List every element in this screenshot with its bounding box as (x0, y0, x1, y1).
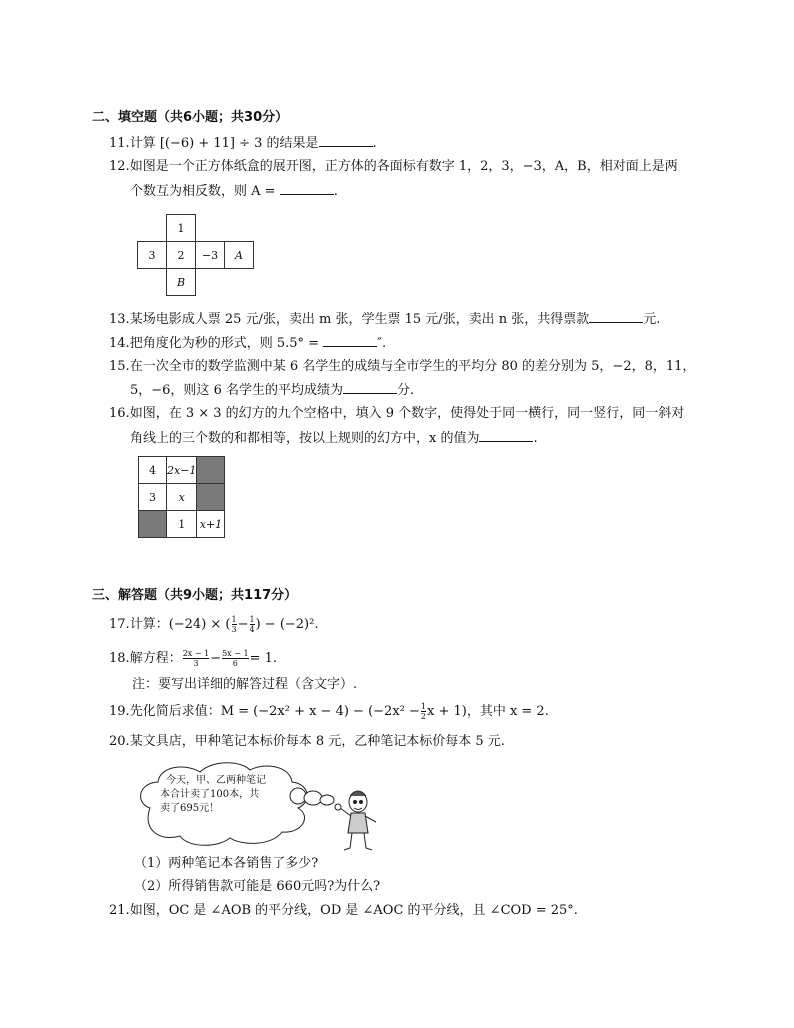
expression-suffix: x + 1)，其中 x = 2. (426, 704, 549, 719)
magic-cell-r2c2: x (167, 484, 197, 511)
question-number: 15. (109, 359, 130, 374)
expression-suffix: = 1. (249, 651, 278, 666)
question-number: 21. (109, 903, 130, 918)
cloud-text-line2: 本合计卖了100本，共 (160, 789, 260, 800)
cube-face-left: 3 (138, 242, 167, 269)
fraction-numerator: 1 (420, 702, 426, 711)
fraction-2 (250, 615, 255, 634)
question-number: 17. (109, 617, 130, 632)
question-number: 16. (109, 406, 130, 421)
answer-blank (343, 381, 397, 394)
cloud-text-line1: 今天，甲、乙两种笔记 (166, 775, 266, 786)
cube-face-right1: −3 (196, 242, 225, 269)
answer-blank (319, 134, 373, 147)
question-18-note: 注：要写出详细的解答过程（含文字）. (132, 677, 358, 692)
question-12 (109, 158, 678, 175)
fraction-denominator: 3 (193, 659, 199, 668)
question-21 (109, 902, 578, 919)
question-18 (109, 649, 277, 668)
question-number: 11. (109, 136, 130, 151)
punctuation: . (533, 431, 538, 446)
question-text: 计算 [(−6) + 11] ÷ 3 的结果是 (129, 136, 319, 151)
magic-square-figure (138, 456, 225, 538)
question-14 (109, 334, 386, 352)
question-number: 20. (109, 734, 130, 749)
question-number: 14. (109, 336, 130, 351)
fraction-denominator: 3 (231, 625, 237, 634)
expression-prefix: 先化简后求值：M = (−2x² + x − 4) − (−2x² − (129, 704, 420, 719)
cartoon-person-icon (335, 791, 376, 850)
magic-cell-r3c1-shaded (139, 511, 167, 538)
fraction-1 (232, 615, 237, 634)
section-3-title: 三、解答题（共9小题；共117分） (92, 588, 298, 603)
question-20-sub2: （2）所得销售款可能是 660元吗?为什么? (134, 879, 381, 894)
expression-suffix: ) − (−2)². (255, 617, 319, 632)
cloud-text-line3: 卖了695元！ (160, 803, 220, 814)
question-number: 13. (109, 312, 130, 327)
section-2-title: 二、填空题（共6小题；共30分） (92, 110, 289, 125)
cube-face-right2: A (225, 242, 254, 269)
expression-prefix: 解方程： (129, 651, 182, 666)
question-text-line2: 个数互为相反数，则 A = (130, 184, 276, 199)
fraction-numerator: 2x − 1 (182, 649, 210, 658)
punctuation: ″. (377, 336, 387, 351)
question-text-line1: 在一次全市的数学监测中某 6 名学生的成绩与全市学生的平均分 80 的差分别为 5，−2，8，11， (129, 359, 696, 374)
answer-blank (280, 182, 334, 195)
fraction-2 (222, 649, 248, 668)
question-17 (109, 615, 318, 634)
magic-cell-r1c2: 2x−1 (167, 457, 197, 484)
punctuation: 分. (396, 383, 415, 398)
magic-cell-r3c2: 1 (167, 511, 197, 538)
question-text-line2: 角线上的三个数的和都相等，按以上规则的幻方中，x 的值为 (130, 431, 480, 446)
cloud-bubble-small (320, 795, 334, 805)
question-text: 某文具店，甲种笔记本标价每本 8 元，乙种笔记本标价每本 5 元. (129, 734, 505, 749)
magic-cell-r1c3-shaded (197, 457, 225, 484)
question-13 (109, 310, 660, 328)
question-text: 某场电影成人票 25 元/张，卖出 m 张，学生票 15 元/张，卖出 n 张，共得票款 (129, 312, 590, 327)
magic-cell-r2c1: 3 (139, 484, 167, 511)
magic-cell-r2c3-shaded (197, 484, 225, 511)
fraction-denominator: 4 (249, 625, 255, 634)
fraction-1 (183, 649, 209, 668)
question-text: 如图，OC 是 ∠AOB 的平分线，OD 是 ∠AOC 的平分线，且 ∠COD = 25°. (129, 903, 578, 918)
magic-cell-r3c3: x+1 (197, 511, 225, 538)
answer-blank (323, 334, 377, 347)
punctuation: 元. (643, 312, 661, 327)
question-12-line2 (130, 182, 338, 200)
question-number: 19. (109, 704, 130, 719)
cube-face-top: 1 (167, 215, 196, 242)
fraction-numerator: 1 (231, 615, 237, 624)
fraction-denominator: 2 (420, 712, 426, 721)
minus-sign: − (237, 617, 249, 632)
punctuation: . (372, 136, 377, 151)
fraction-numerator: 5x − 1 (222, 649, 249, 658)
question-number: 18. (109, 651, 130, 666)
question-20 (109, 733, 505, 750)
fraction-denominator: 6 (232, 659, 238, 668)
question-11 (109, 134, 377, 152)
question-text-line2: 5，−6，则这 6 名学生的平均成绩为 (130, 383, 343, 398)
question-text-line1: 如图是一个正方体纸盒的展开图，正方体的各面标有数字 1，2，3，−3，A，B，相对面上是两 (129, 159, 678, 174)
cube-net-figure (137, 214, 254, 296)
question-15 (109, 358, 695, 375)
magic-cell-r1c1: 4 (139, 457, 167, 484)
question-16 (109, 405, 684, 422)
cloud-bubble-medium (304, 791, 322, 805)
cube-face-center: 2 (167, 242, 196, 269)
question-15-line2 (130, 381, 414, 399)
cloud-bubble-large (290, 788, 306, 804)
answer-blank (479, 429, 533, 442)
answer-blank (589, 310, 643, 323)
cube-face-bottom: B (167, 269, 196, 296)
question-19 (109, 702, 549, 721)
minus-sign: − (210, 651, 222, 666)
fraction-numerator: 1 (249, 615, 255, 624)
question-16-line2 (130, 429, 538, 447)
question-text-line1: 如图，在 3 × 3 的幻方的九个空格中，填入 9 个数字，使得处于同一横行，同一竖行，同一斜对 (129, 406, 685, 421)
question-20-sub1: （1）两种笔记本各销售了多少? (134, 856, 319, 871)
expression-prefix: 计算：(−24) × ( (129, 617, 231, 632)
question-text: 把角度化为秒的形式，则 5.5° = (129, 336, 320, 351)
question-number: 12. (109, 159, 130, 174)
punctuation: . (333, 184, 338, 199)
fraction (421, 702, 426, 721)
